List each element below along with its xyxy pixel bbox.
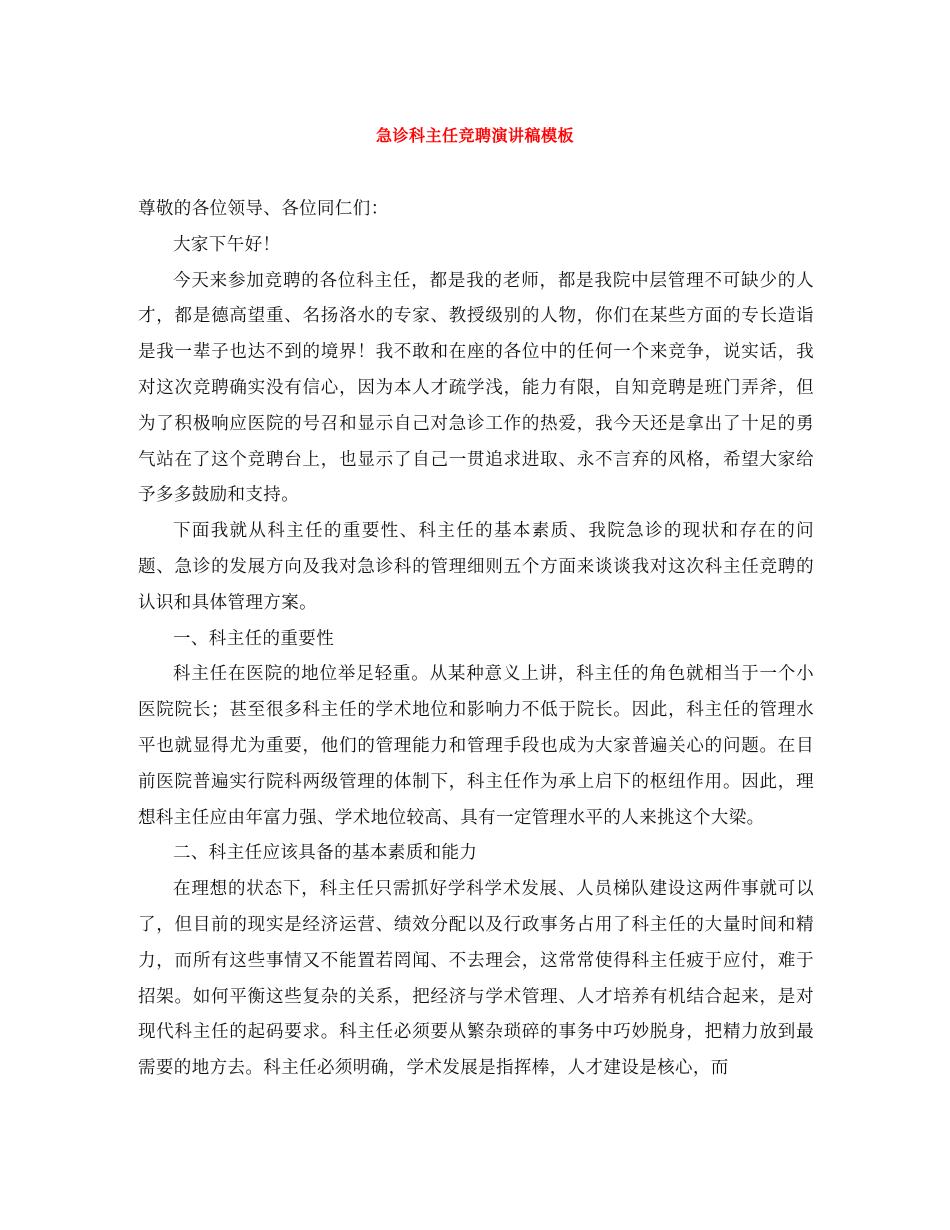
document-body: [138, 192, 814, 1087]
greeting: 大家下午好！: [173, 234, 281, 255]
section-heading-1: 一、科主任的重要性: [173, 628, 335, 649]
document-title: 急诊科主任竞聘演讲稿模板: [375, 126, 574, 145]
paragraph-outline: 下面我就从科主任的重要性、科主任的基本素质、我院急诊的现状和存在的问题、急诊的发展方向及我对急诊科的管理细则五个方面来谈谈我对这次科主任竞聘的认识和具体管理方案。: [138, 521, 814, 613]
paragraph-section-2: 在理想的状态下，科主任只需抓好学科学术发展、人员梯队建设这两件事就可以了，但目前的现实是经济运营、绩效分配以及行政事务占用了科主任的大量时间和精力，而所有这些事情又不能置若罔闻、不去理会，这常常使得科主任疲于应付，难于招架。如何平衡这些复杂的关系，把经济与学术管理、人才培养有机结合起来，是对现代科主任的起码要求。科主任必须要从繁杂琐碎的事务中巧妙脱身，把精力放到最需要的地方去。科主任必须明确，学术发展是指挥棒，人才建设是核心，而: [138, 879, 814, 1079]
paragraph-intro: 今天来参加竞聘的各位科主任，都是我的老师，都是我院中层管理不可缺少的人才，都是德高望重、名扬洛水的专家、教授级别的人物，你们在某些方面的专长造诣是我一辈子也达不到的境界！我不敢和在座的各位中的任何一个来竞争，说实话，我对这次竞聘确实没有信心，因为本人才疏学浅，能力有限，自知竞聘是班门弄斧，但为了积极响应医院的号召和显示自己对急诊工作的热爱，我今天还是拿出了十足的勇气站在了这个竞聘台上，也显示了自己一贯追求进取、永不言弃的风格，希望大家给予多多鼓励和支持。: [138, 270, 814, 506]
salutation: 尊敬的各位领导、各位同仁们：: [138, 199, 389, 219]
paragraph-section-1: 科主任在医院的地位举足轻重。从某种意义上讲，科主任的角色就相当于一个小医院院长；甚至很多科主任的学术地位和影响力不低于院长。因此，科主任的管理水平也就显得尤为重要，他们的管理能力和管理手段也成为大家普遍关心的问题。在目前医院普遍实行院科两级管理的体制下，科主任作为承上启下的枢纽作用。因此，理想科主任应由年富力强、学术地位较高、具有一定管理水平的人来挑这个大梁。: [138, 664, 814, 828]
section-heading-2: 二、科主任应该具备的基本素质和能力: [173, 843, 478, 864]
